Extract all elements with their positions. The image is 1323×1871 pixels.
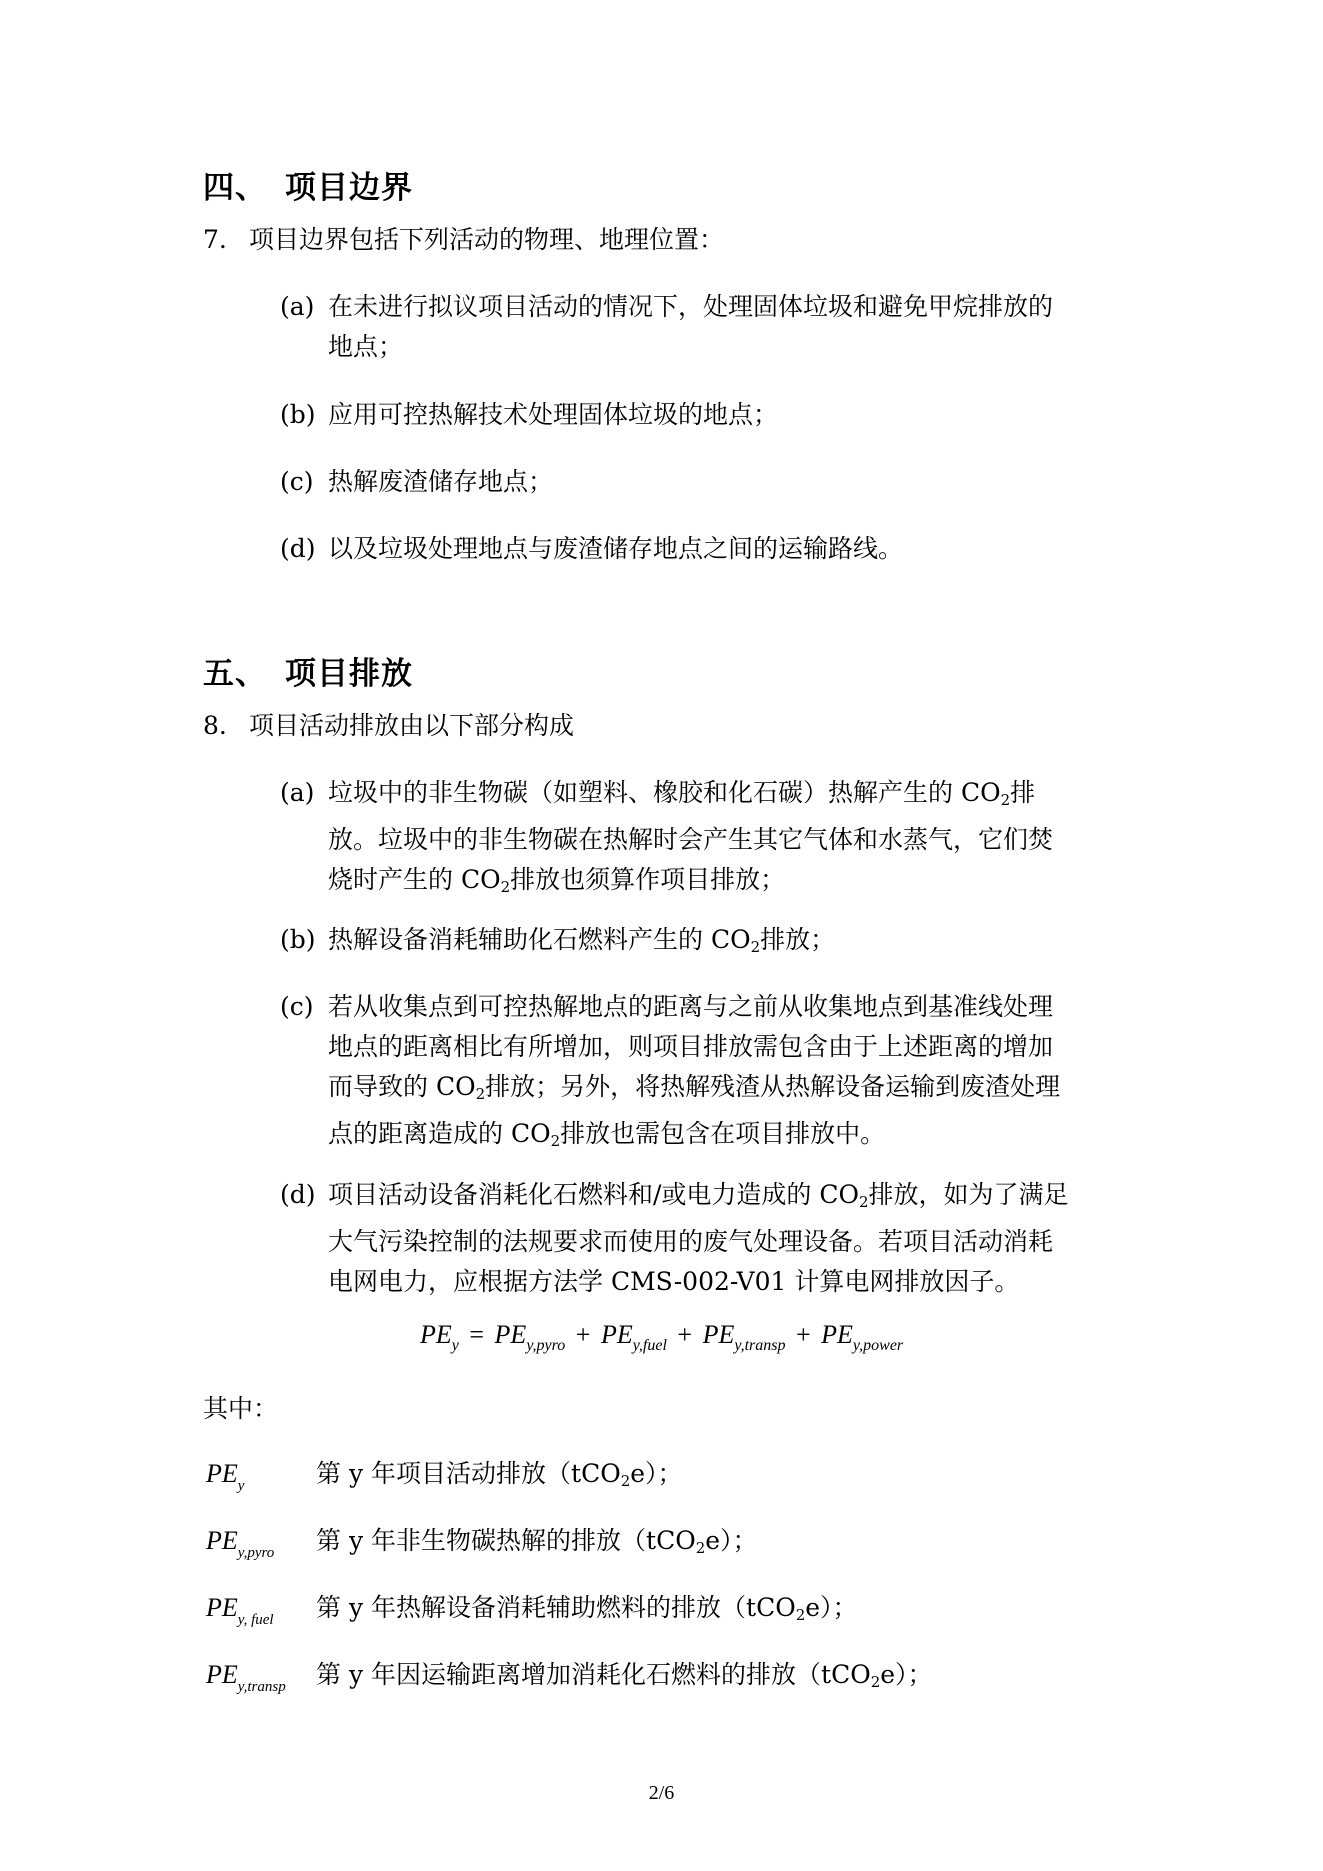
definition-text-pre: 第 y 年热解设备消耗辅助燃料的排放（tCO (316, 1593, 796, 1622)
subscript: 2 (550, 1132, 561, 1150)
eq-subscript: y,power (852, 1337, 904, 1354)
definition-text-pre: 第 y 年非生物碳热解的排放（tCO (316, 1526, 696, 1555)
emission-item-a (280, 773, 1053, 907)
list-text: 地点； (328, 332, 404, 361)
list-text: 排放，如为了满足 (868, 1180, 1069, 1209)
definition-text (316, 1593, 858, 1622)
eq-term: PE (821, 1320, 853, 1349)
page-number: 2/6 (648, 1782, 675, 1804)
list-item-b (280, 395, 778, 435)
definition-text-post: e）； (630, 1459, 683, 1488)
subscript: 2 (750, 938, 761, 956)
symbol-subscript: y,pyro (237, 1545, 275, 1561)
list-text: 而导致的 CO (328, 1072, 476, 1101)
subscript: 2 (695, 1539, 706, 1557)
eq-term: PE (600, 1320, 633, 1349)
list-label: (a) (280, 292, 315, 321)
symbol-subscript: y, fuel (237, 1612, 274, 1628)
list-label: (c) (280, 992, 314, 1021)
eq-operator: + (795, 1320, 811, 1349)
list-text: 地点的距离相比有所增加，则项目排放需包含由于上述距离的增加 (328, 1032, 1054, 1061)
section-number: 四、 (203, 170, 267, 206)
symbol-base: PE (206, 1459, 238, 1488)
list-text: 点的距离造成的 CO (328, 1119, 551, 1148)
eq-term: PE (494, 1320, 527, 1349)
definition-text-pre: 第 y 年因运输距离增加消耗化石燃料的排放（tCO (316, 1660, 871, 1689)
list-text: 项目活动设备消耗化石燃料和/或电力造成的 CO (328, 1180, 859, 1209)
paragraph-text: 项目边界包括下列活动的物理、地理位置： (249, 225, 725, 254)
list-text: 若从收集点到可控热解地点的距离与之前从收集地点到基准线处理 (328, 992, 1054, 1021)
subscript: 2 (1000, 791, 1011, 809)
subscript: 2 (500, 878, 511, 896)
definition-text (316, 1459, 683, 1488)
list-text: 排放； (760, 925, 836, 954)
list-text: 以及垃圾处理地点与废渣储存地点之间的运输路线。 (328, 534, 904, 563)
list-label: (b) (280, 925, 316, 954)
list-text: 排放也须算作项目排放； (510, 865, 786, 894)
section-heading-emissions (203, 648, 413, 693)
list-text: 排放；另外，将热解残渣从热解设备运输到废渣处理 (485, 1072, 1061, 1101)
symbol-base: PE (206, 1660, 238, 1689)
list-label: (b) (280, 400, 316, 429)
section-title: 项目排放 (285, 656, 413, 692)
definition-symbol (206, 1459, 316, 1495)
eq-operator: + (575, 1320, 591, 1349)
emission-equation (420, 1320, 903, 1355)
list-text: 垃圾中的非生物碳（如塑料、橡胶和化石碳）热解产生的 CO (328, 778, 1001, 807)
list-item-d (280, 529, 903, 569)
eq-subscript: y,transp (734, 1337, 786, 1354)
emission-item-d (280, 1175, 1069, 1302)
paragraph-number: 8. (203, 711, 227, 740)
symbol-base: PE (206, 1593, 238, 1622)
definition-text-pre: 第 y 年项目活动排放（tCO (316, 1459, 621, 1488)
eq-subscript: y (451, 1337, 459, 1354)
subscript: 2 (795, 1606, 806, 1624)
symbol-subscript: y,transp (237, 1679, 286, 1695)
list-label: (c) (280, 467, 314, 496)
definition-text-post: e）； (705, 1526, 758, 1555)
symbol-subscript: y (237, 1478, 245, 1494)
definition-text (316, 1660, 933, 1689)
emission-item-b (280, 920, 835, 967)
list-item-c (280, 462, 553, 502)
definition-row (206, 1655, 933, 1695)
section-title: 项目边界 (285, 170, 413, 206)
list-label: (d) (280, 534, 316, 563)
list-text: 大气污染控制的法规要求而使用的废气处理设备。若项目活动消耗 (328, 1227, 1054, 1256)
subscript: 2 (870, 1673, 881, 1691)
eq-operator: + (677, 1320, 693, 1349)
list-label: (a) (280, 778, 315, 807)
subscript: 2 (620, 1472, 631, 1490)
where-label: 其中： (203, 1394, 279, 1423)
list-text: 电网电力，应根据方法学 CMS-002-V01 计算电网排放因子。 (328, 1267, 1020, 1296)
definition-row (206, 1588, 858, 1628)
list-item-a (280, 287, 1053, 367)
eq-subscript: y,fuel (632, 1337, 667, 1354)
paragraph-7 (203, 220, 724, 260)
definition-row (206, 1454, 683, 1494)
eq-operator: = (469, 1320, 485, 1349)
list-text: 应用可控热解技术处理固体垃圾的地点； (328, 400, 779, 429)
section-number: 五、 (203, 656, 267, 692)
eq-term: PE (420, 1320, 452, 1349)
eq-subscript: y,pyro (526, 1337, 566, 1354)
definition-symbol (206, 1526, 316, 1562)
section-heading-boundary (203, 162, 413, 207)
list-text: 放。垃圾中的非生物碳在热解时会产生其它气体和水蒸气，它们焚 (328, 825, 1054, 854)
definition-text-post: e）； (805, 1593, 858, 1622)
list-text: 烧时产生的 CO (328, 865, 501, 894)
paragraph-text: 项目活动排放由以下部分构成 (249, 711, 575, 740)
list-label: (d) (280, 1180, 316, 1209)
definition-row (206, 1521, 758, 1561)
list-text: 热解设备消耗辅助化石燃料产生的 CO (328, 925, 751, 954)
definition-symbol (206, 1660, 316, 1696)
paragraph-number: 7. (203, 225, 227, 254)
eq-term: PE (702, 1320, 735, 1349)
emission-item-c (280, 987, 1060, 1161)
subscript: 2 (475, 1085, 486, 1103)
list-text: 热解废渣储存地点； (328, 467, 554, 496)
definition-text (316, 1526, 758, 1555)
paragraph-8 (203, 706, 574, 746)
subscript: 2 (859, 1193, 869, 1211)
list-text: 排 (1010, 778, 1036, 807)
list-text: 在未进行拟议项目活动的情况下，处理固体垃圾和避免甲烷排放的 (328, 292, 1054, 321)
symbol-base: PE (206, 1526, 238, 1555)
definition-text-post: e）； (880, 1660, 933, 1689)
definition-symbol (206, 1593, 316, 1629)
list-text: 排放也需包含在项目排放中。 (560, 1119, 886, 1148)
